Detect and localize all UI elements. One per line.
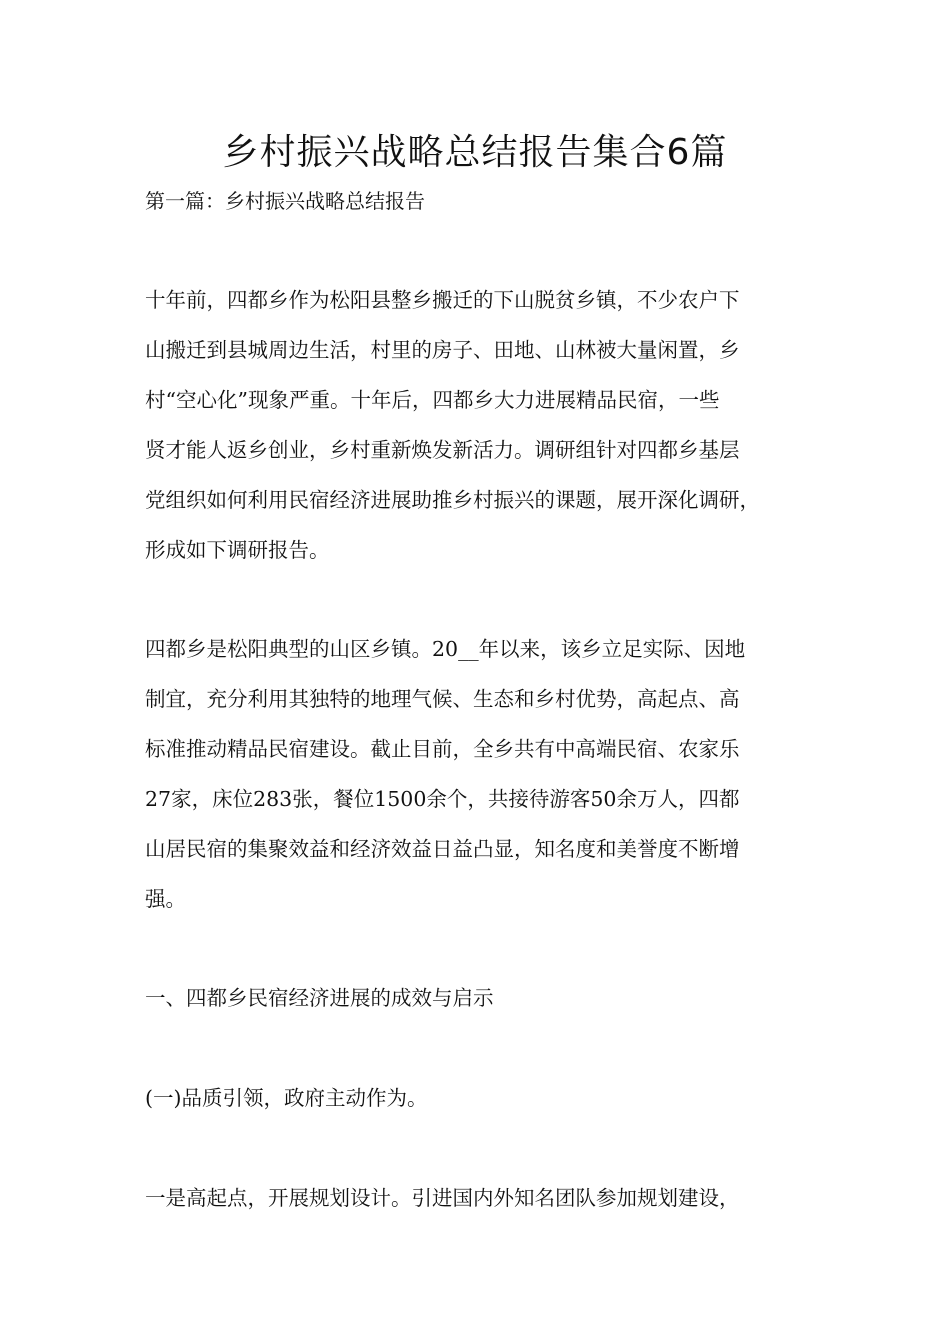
paragraph-line: 制宜，充分利用其独特的地理气候、生态和乡村优势，高起点、高 — [145, 687, 740, 711]
paragraph-line: 强。 — [145, 887, 186, 911]
paragraph-2 — [145, 624, 835, 924]
paragraph-line: 贤才能人返乡创业，乡村重新焕发新活力。调研组针对四都乡基层 — [145, 438, 740, 462]
subsection-heading: (一)品质引领，政府主动作为。 — [145, 1086, 428, 1110]
paragraph-line: 十年前，四都乡作为松阳县整乡搬迁的下山脱贫乡镇，不少农户下 — [145, 288, 740, 312]
paragraph-3: 一是高起点，开展规划设计。引进国内外知名团队参加规划建设， — [145, 1186, 740, 1210]
paragraph-line: 27家，床位283张，餐位1500余个，共接待游客50余万人，四都 — [145, 787, 740, 811]
paragraph-line: 形成如下调研报告。 — [145, 538, 330, 562]
paragraph-line: 山居民宿的集聚效益和经济效益日益凸显，知名度和美誉度不断增 — [145, 837, 740, 861]
paragraph-line: 标准推动精品民宿建设。截止目前，全乡共有中高端民宿、农家乐 — [145, 737, 740, 761]
paragraph-line: 村“空心化”现象严重。十年后，四都乡大力进展精品民宿，一些 — [145, 388, 720, 412]
paragraph-1 — [145, 275, 835, 575]
section-heading: 一、四都乡民宿经济进展的成效与启示 — [145, 986, 494, 1010]
document-title: 乡村振兴战略总结报告集合6篇 — [222, 132, 728, 173]
paragraph-line: 山搬迁到县城周边生活，村里的房子、田地、山林被大量闲置，乡 — [145, 338, 740, 362]
paragraph-line: 党组织如何利用民宿经济进展助推乡村振兴的课题，展开深化调研， — [145, 488, 760, 512]
paragraph-line: 四都乡是松阳典型的山区乡镇。20__年以来，该乡立足实际、因地 — [145, 637, 746, 661]
document-subtitle: 第一篇：乡村振兴战略总结报告 — [145, 189, 425, 213]
